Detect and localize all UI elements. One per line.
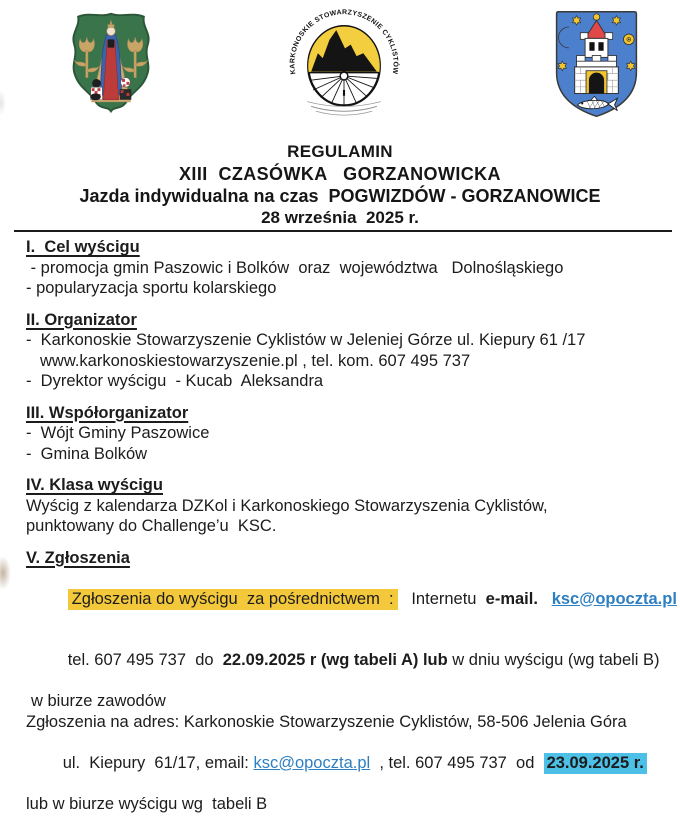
bolkow-shield-icon — [547, 8, 646, 122]
section-1-item: - popularyzacja sportu kolarskiego — [26, 279, 277, 297]
section-3-item: - Gmina Bolków — [26, 444, 148, 463]
section-2-item-continuation: www.karkonoskiestowarzyszenie.pl , tel. kom. 607 495 737 — [40, 351, 471, 370]
sun-icon — [623, 34, 634, 45]
section-5-line-3: w biurze zawodów — [31, 692, 166, 710]
ksc-logo-svg — [286, 2, 402, 120]
document-body — [26, 237, 676, 825]
scan-artifact — [0, 556, 11, 590]
spacer-text — [538, 590, 552, 608]
section-2-item: - Karkonoskie Stowarzyszenie Cyklistów w Jeleniej Górze ul. Kiepury 61 /17 — [26, 331, 586, 349]
section-5-line-2 — [26, 630, 676, 692]
section-5-text: w dniu wyścigu (wg tabeli B) — [447, 651, 660, 669]
section-1-heading: I. Cel wyścigu — [26, 238, 140, 256]
section-wspolorganizator — [26, 403, 676, 465]
divider-line — [14, 230, 672, 232]
section-5-heading: V. Zgłoszenia — [26, 548, 130, 567]
deadline-table-a: 22.09.2025 r (wg tabeli A) lub — [222, 651, 448, 669]
section-2-heading: II. Organizator — [26, 310, 137, 329]
valve-icon — [343, 90, 345, 96]
ksc-club-logo-icon — [286, 2, 402, 120]
section-5-text: tel. 607 495 737 do — [67, 651, 223, 669]
paszowice-shield-icon — [62, 8, 160, 122]
section-5-text: ul. Kiepury 61/17, email: — [62, 753, 254, 772]
section-5-line-6: lub w biurze wyścigu wg tabeli B — [26, 794, 268, 813]
section-4-line: Wyścig z kalendarza DZKol i Karkonoskiego Stowarzyszenia Cyklistów, — [26, 496, 548, 515]
section-zgloszenia — [26, 548, 676, 815]
blue-highlighted-date: 23.09.2025 r. — [544, 753, 647, 774]
bolkow-coat-of-arms-icon — [547, 8, 646, 122]
paszowice-coat-of-arms-icon — [62, 8, 160, 122]
ksc-ring-text: KARKONOSKIE STOWARZYSZENIE CYKLISTÓW — [289, 9, 399, 75]
section-3-item: - Wójt Gminy Paszowice — [26, 424, 210, 442]
section-5-line-5 — [26, 732, 676, 794]
document-title-block — [0, 141, 680, 229]
section-4-heading: IV. Klasa wyścigu — [26, 476, 163, 494]
section-5-text: , tel. 607 495 737 od — [370, 753, 544, 772]
email-link[interactable]: ksc@opoczta.pl — [253, 753, 371, 772]
section-5-line-4: Zgłoszenia na adres: Karkonoskie Stowarzyszenie Cyklistów, 58-506 Jelenia Góra — [26, 712, 627, 731]
section-5-text: Internetu — [397, 589, 486, 608]
title-race-type: Jazda indywidualna na czas POGWIZDÓW - GORZANOWICE — [79, 186, 601, 206]
title-race-date: 28 września 2025 r. — [261, 208, 419, 227]
email-link[interactable]: ksc@opoczta.pl — [551, 589, 677, 608]
wheel-hub-icon — [340, 72, 348, 80]
section-cel-wyscigu — [26, 237, 676, 299]
yellow-highlighted-text: Zgłoszenia do wyścigu za pośrednictwem : — [68, 589, 398, 610]
header-logos — [0, 0, 680, 132]
title-race-name: XIII CZASÓWKA GORZANOWICKA — [179, 164, 501, 184]
section-organizator — [26, 310, 676, 392]
section-3-heading: III. Współorganizator — [26, 403, 189, 422]
title-regulamin: REGULAMIN — [287, 142, 393, 161]
email-label: e-mail. — [485, 589, 538, 608]
section-2-item: - Dyrektor wyścigu - Kucab Aleksandra — [26, 372, 324, 390]
section-1-item: - promocja gmin Paszowic i Bolków oraz województwa Dolnośląskiego — [26, 258, 564, 277]
section-5-line-1 — [26, 568, 676, 630]
section-4-line: punktowany do Challenge’u KSC. — [26, 517, 277, 535]
section-klasa-wyscigu — [26, 475, 676, 537]
